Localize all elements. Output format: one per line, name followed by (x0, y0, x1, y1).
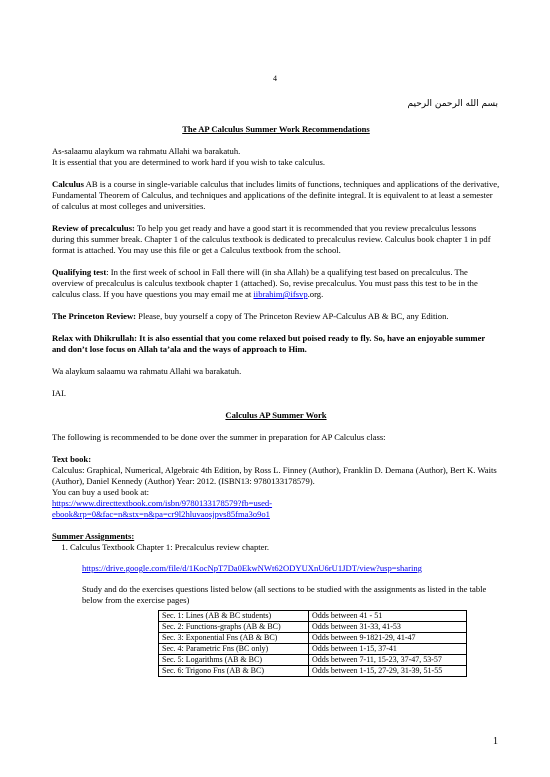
relax-paragraph (52, 333, 500, 355)
assignment-item-1 (70, 542, 500, 677)
document-body (52, 124, 500, 677)
table-row (159, 666, 467, 677)
signature: IAI. (52, 388, 67, 398)
table-cell: Sec. 1: Lines (AB & BC students) (159, 611, 309, 622)
princeton-paragraph (52, 311, 500, 322)
textbook-heading: Text book: (52, 454, 92, 464)
drive-link[interactable]: https://drive.google.com/file/d/1KocNpT7Da0EkwNWt62ODYUXnU6rU1JDT/view?usp=sharing (82, 563, 422, 573)
calculus-paragraph (52, 179, 500, 212)
exercise-table (158, 610, 467, 677)
review-text: To help you get ready and have a good start it is recommended that you review precalculus lessons during this summer break. Chapter 1 of the calculus textbook is dedicated to precalculus review. Calculus book chapter 1 in pdf format is attached. You may use this file or get a Calculus textbook from the school. (52, 223, 491, 255)
relax-text: It is also essential that you come relaxed but poised ready to fly. So, have an enjoyable summer and don’t lose focus on Allah ta’ala and the ways of approach to Him. (52, 333, 486, 354)
textbook-block (52, 454, 500, 520)
table-cell: Odds between 41 - 51 (309, 611, 467, 622)
qualifying-paragraph (52, 267, 500, 300)
table-cell: Odds between 1-15, 27-29, 31-39, 51-55 (309, 666, 467, 677)
table-cell: Sec. 4: Parametric Fns (BC only) (159, 644, 309, 655)
document-title: The AP Calculus Summer Work Recommendations (182, 124, 370, 134)
textbook-description: Calculus: Graphical, Numerical, Algebraic 4th Edition, by Ross L. Finney (Author), Franklin D. Demana (Author), Bert K. Waits (Author), Daniel Kennedy (Author) Year: 2012. (ISBN13: 9780133178579). (52, 465, 497, 486)
princeton-text: Please, buy yourself a copy of The Princeton Review AP-Calculus AB & BC, any Edition. (136, 311, 449, 321)
table-cell: Sec. 6: Trigono Fns (AB & BC) (159, 666, 309, 677)
header-mark: 4 (273, 74, 277, 83)
table-cell: Odds between 1-15, 37-41 (309, 644, 467, 655)
calculus-lead: Calculus (52, 179, 84, 189)
table-cell: Odds between 31-33, 41-53 (309, 622, 467, 633)
assignment-instructions: Study and do the exercises questions listed below (all sections to be studied with the assignments as listed in the table below from the exercise pages) (82, 584, 487, 605)
table-row (159, 644, 467, 655)
table-row (159, 633, 467, 644)
table-cell: Odds between 9-1821-29, 41-47 (309, 633, 467, 644)
assignments-list (52, 542, 500, 677)
table-cell: Sec. 5: Logarithms (AB & BC) (159, 655, 309, 666)
greeting-line-1: As-salaamu alaykum wa rahmatu Allahi wa barakatuh. (52, 146, 241, 156)
qualifying-lead: Qualifying test (52, 267, 107, 277)
email-tail: .org. (307, 289, 324, 299)
assignment-item-1-text: Calculus Textbook Chapter 1: Precalculus review chapter. (70, 542, 269, 552)
calculus-text: AB is a course in single-variable calculus that includes limits of functions, techniques and applications of the derivative, Fundamental Theorem of Calculus, and techniques and applications of the definite integral. It is equivalent to at least a semester of calculus at most colleges and universities. (52, 179, 500, 211)
assignments-heading: Summer Assignments: (52, 531, 135, 541)
used-book-note: You can buy a used book at: (52, 487, 149, 497)
greeting-line-2: It is essential that you are determined to work hard if you wish to take calculus. (52, 157, 326, 167)
table-row (159, 611, 467, 622)
bismillah-calligraphy: بسم الله الرحمن الرحيم (407, 99, 498, 109)
section-subtitle: Calculus AP Summer Work (225, 410, 327, 420)
greeting-paragraph (52, 146, 500, 168)
review-lead: Review of precalculus: (52, 223, 135, 233)
review-paragraph (52, 223, 500, 256)
table-cell: Sec. 3: Exponential Fns (AB & BC) (159, 633, 309, 644)
email-link[interactable]: iibrahim@ifsvp (253, 289, 308, 299)
textbook-link-line-2[interactable]: ebook&rp=0&fac=n&stx=n&pa=cr9l2hluvaosjpvs85fma3o9o1 (52, 509, 270, 519)
table-row (159, 622, 467, 633)
table-cell: Sec. 2: Functions-graphs (AB & BC) (159, 622, 309, 633)
table-cell: Odds between 7-11, 15-23, 37-47, 53-57 (309, 655, 467, 666)
princeton-lead: The Princeton Review: (52, 311, 137, 321)
intro-line: The following is recommended to be done over the summer in preparation for AP Calculus class: (52, 432, 386, 442)
table-row (159, 655, 467, 666)
textbook-link-line-1[interactable]: https://www.directtextbook.com/isbn/9780133178579?fb=used- (52, 498, 273, 508)
relax-lead: Relax with Dhikrullah: (52, 333, 137, 343)
page-number: 1 (493, 736, 498, 747)
closing-line: Wa alaykum salaamu wa rahmatu Allahi wa barakatuh. (52, 366, 242, 376)
qualifying-text: : In the first week of school in Fall there will (in sha Allah) be a qualifying test based on precalculus. The overview of precalculus is calculus textbook chapter 1 (attached). So, revise precalculus. You must pass this test to be in the calculus class. If you have questions you may email me at (52, 267, 478, 299)
